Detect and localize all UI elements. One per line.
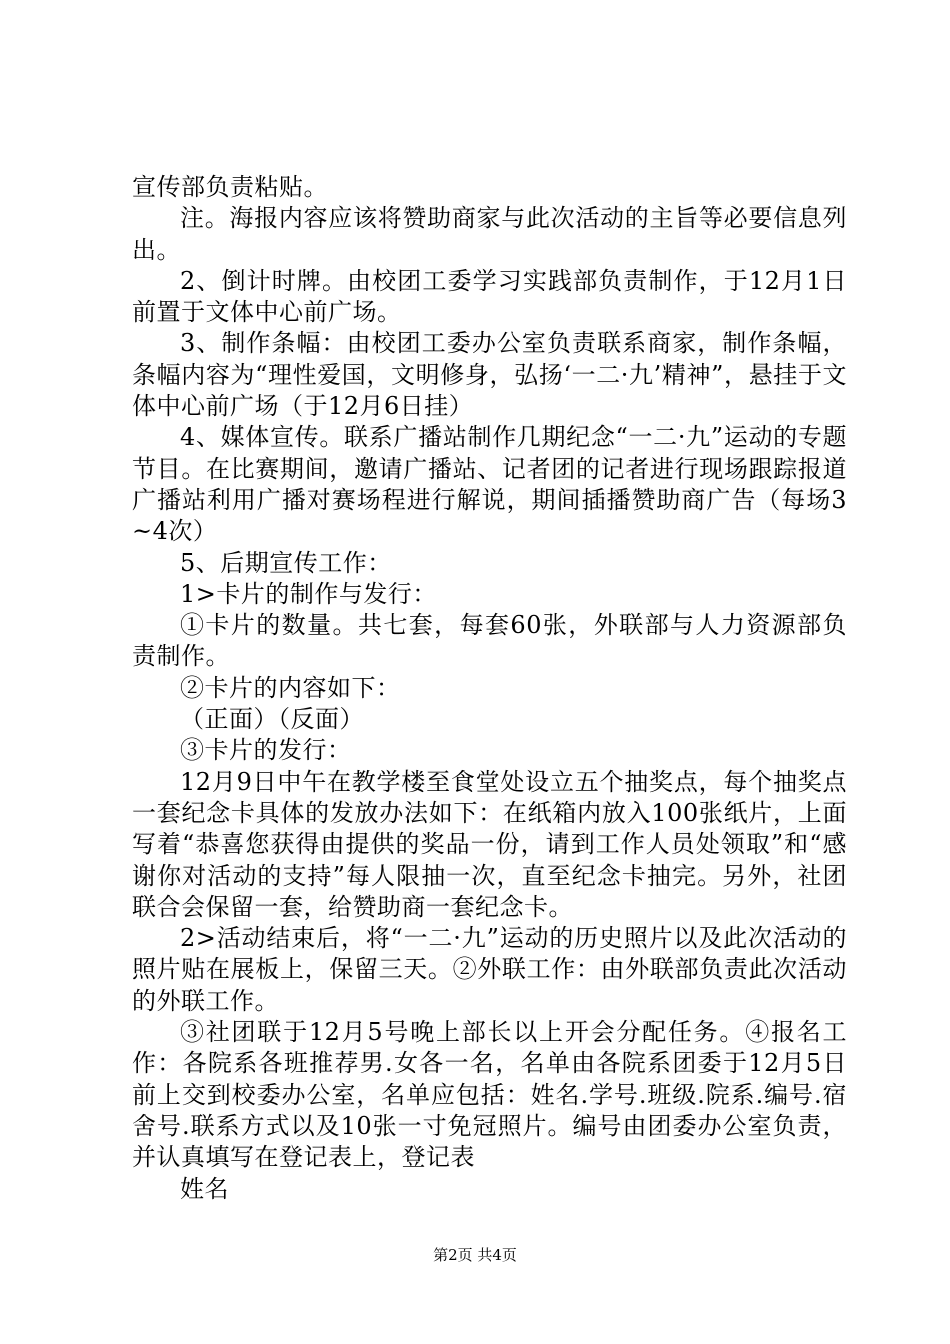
paragraph-12: 12月9日中午在教学楼至食堂处设立五个抽奖点，每个抽奖点一套纪念卡具体的发放办法如下：在纸箱内放入100张纸片，上面写着“恭喜您获得由提供的奖品一份，请到工作人员处领取”和“感谢你对活动的支持”每人限抽一次，直至纪念卡抽完。另外，社团联合会保留一套，给赞助商一套纪念卡。 [132, 767, 847, 921]
paragraph-2: 注。海报内容应该将赞助商家与此次活动的主旨等必要信息列出。 [132, 204, 847, 264]
paragraph-1: 宣传部负责粘贴。 [132, 173, 328, 201]
paragraph-15: 姓名 [180, 1174, 229, 1203]
paragraph-3: 2、倒计时牌。由校团工委学习实践部负责制作，于12月1日前置于文体中心前广场。 [132, 266, 847, 327]
paragraph-8: ①卡片的数量。共七套，每套60张，外联部与人力资源部负责制作。 [132, 611, 847, 671]
paragraph-13: 2>活动结束后，将“一二·九”运动的历史照片以及此次活动的照片贴在展板上，保留三天。②外联工作：由外联部负责此次活动的外联工作。 [132, 924, 847, 1015]
paragraph-4: 3、制作条幅：由校团工委办公室负责联系商家，制作条幅，条幅内容为“理性爱国，文明修身，弘扬‘一二·九’精神”，悬挂于文体中心前广场（于12月6日挂） [132, 329, 847, 421]
page-number-footer: 第2页 共4页 [433, 1246, 517, 1264]
paragraph-11: ③卡片的发行： [180, 736, 352, 765]
paragraph-6: 5、后期宣传工作： [180, 548, 392, 577]
paragraph-10: （正面）（反面） [180, 705, 364, 734]
paragraph-9: ②卡片的内容如下： [180, 673, 401, 702]
paragraph-14: ③社团联于12月5号晚上部长以上开会分配任务。④报名工作：各院系各班推荐男.女各一名，名单由各院系团委于12月5日前上交到校委办公室，名单应包括：姓名.学号.班级.院系.编号.宿舍号.联系方式以及10张一寸免冠照片。编号由团委办公室负责，并认真填写在登记表上，登记表 [132, 1018, 847, 1172]
document-body [132, 172, 847, 1205]
paragraph-7: 1>卡片的制作与发行： [180, 579, 437, 608]
paragraph-5: 4、媒体宣传。联系广播站制作几期纪念“一二·九”运动的专题节目。在比赛期间，邀请广播站、记者团的记者进行现场跟踪报道广播站利用广播对赛场程进行解说，期间插播赞助商广告（每场3~4次） [132, 423, 847, 546]
